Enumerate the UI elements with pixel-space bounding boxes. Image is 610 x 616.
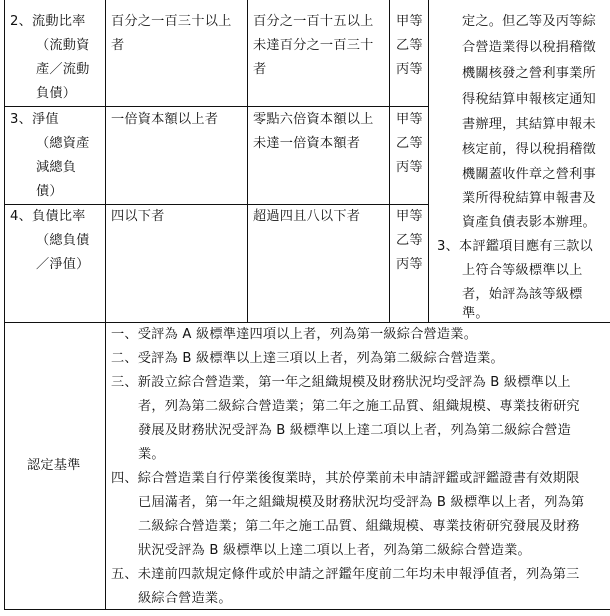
notes-line: 定之。但乙等及丙等綜 [462, 14, 596, 29]
basis-line: 二級綜合營造業；第二年之施工品質、組織規模、專業技術研究發展及財務 [138, 519, 580, 534]
criterion-cell-text: 債） [36, 184, 63, 199]
grade-label: 乙等 [396, 38, 423, 53]
basis-line: 二、受評為 B 級標準以上達三項以上者，列為第二級綜合營造業。 [111, 351, 504, 366]
notes-line: 準。 [462, 306, 489, 321]
a-grade-cell-text: 四以下者 [111, 209, 165, 224]
notes-line: 機關核發之營利事業所 [462, 66, 596, 81]
notes-line: 3、本評鑑項目應有三款以 [437, 239, 593, 254]
b-grade-cell-text: 百分之一百十五以上 [253, 14, 374, 29]
grade-label: 甲等 [396, 112, 423, 127]
grade-label: 甲等 [396, 14, 423, 29]
column-divider-1 [105, 0, 106, 610]
a-grade-cell-text: 者 [111, 38, 125, 53]
grade-label: 甲等 [396, 209, 423, 224]
grade-label: 丙等 [396, 160, 423, 175]
basis-line: 三、新設立綜合營造業，第一年之組織規模及財務狀況均受評為 B 級標準以上 [111, 375, 571, 390]
notes-line: 機關蓋收件章之營利事 [462, 167, 596, 182]
basis-line: 級綜合營造業。 [138, 591, 232, 606]
grade-label: 丙等 [396, 62, 423, 77]
column-divider-4 [428, 0, 429, 322]
b-grade-cell-text: 未達一倍資本額者 [253, 136, 361, 151]
a-grade-cell-text: 百分之一百三十以上 [111, 14, 232, 29]
criterion-cell-text: （總資產 [36, 136, 90, 151]
basis-line: 一、受評為 A 級標準達四項以上者，列為第一級綜合營造業。 [111, 327, 478, 342]
notes-line: 合營造業得以稅捐稽徵 [462, 40, 596, 55]
notes-line: 書辦理，其結算申報未 [462, 117, 596, 132]
grade-label: 乙等 [396, 233, 423, 248]
grade-label: 丙等 [396, 257, 423, 272]
notes-line: 業所得稅結算申報書及 [462, 191, 596, 206]
criterion-cell-text: 負債） [36, 86, 77, 101]
table-bottom-border [4, 609, 610, 610]
criterion-cell-text: 減總負 [36, 160, 77, 175]
row-divider-1 [4, 106, 428, 107]
grade-label: 乙等 [396, 136, 423, 151]
criterion-cell-text: 4、負債比率 [10, 209, 86, 224]
b-grade-cell-text: 零點六倍資本額以上 [253, 112, 374, 127]
notes-line: 資產負債表影本辦理。 [462, 215, 596, 230]
criterion-cell-text: （流動資 [36, 38, 90, 53]
criterion-cell-text: 3、淨值 [10, 112, 59, 127]
basis-label: 認定基準 [27, 458, 81, 473]
criterion-cell-text: 產／流動 [36, 62, 90, 77]
criterion-cell-text: 2、流動比率 [10, 14, 86, 29]
basis-line: 四、綜合營造業自行停業後復業時，其於停業前未申請評鑑或評鑑證書有效期限 [111, 471, 580, 486]
basis-line: 狀況受評為 B 級標準以上達二項以上者，列為第二級綜合營造業。 [138, 543, 531, 558]
notes-line: 者，始評為該等級標 [462, 287, 583, 302]
notes-line: 核定前，得以稅捐稽徵 [462, 142, 596, 157]
criterion-cell-text: （總負債 [36, 233, 90, 248]
a-grade-cell-text: 一倍資本額以上者 [111, 112, 219, 127]
basis-line: 業。 [138, 447, 165, 462]
basis-line: 者，列為第二級綜合營造業；第二年之施工品質、組織規模、專業技術研究 [138, 399, 580, 414]
basis-line: 五、未達前四款規定條件或於申請之評鑑年度前二年均未申報淨值者，列為第三 [111, 567, 580, 582]
b-grade-cell-text: 未達百分之一百三十 [253, 38, 374, 53]
criterion-cell-text: ／淨值） [36, 257, 90, 272]
b-grade-cell-text: 超過四且八以下者 [253, 209, 361, 224]
notes-line: 上符合等級標準以上 [462, 263, 583, 278]
notes-line: 得稅結算申報核定通知 [462, 92, 596, 107]
basis-line: 已屆滿者，第一年之組織規模及財務狀況均受評為 B 級標準以上者，列為第 [138, 495, 585, 510]
column-divider-3 [389, 0, 390, 322]
basis-line: 發展及財務狀況受評為 B 級標準以上達二項以上者，列為第二級綜合營造 [138, 423, 572, 438]
table-left-border [4, 0, 5, 610]
column-divider-2 [247, 0, 248, 322]
b-grade-cell-text: 者 [253, 62, 267, 77]
